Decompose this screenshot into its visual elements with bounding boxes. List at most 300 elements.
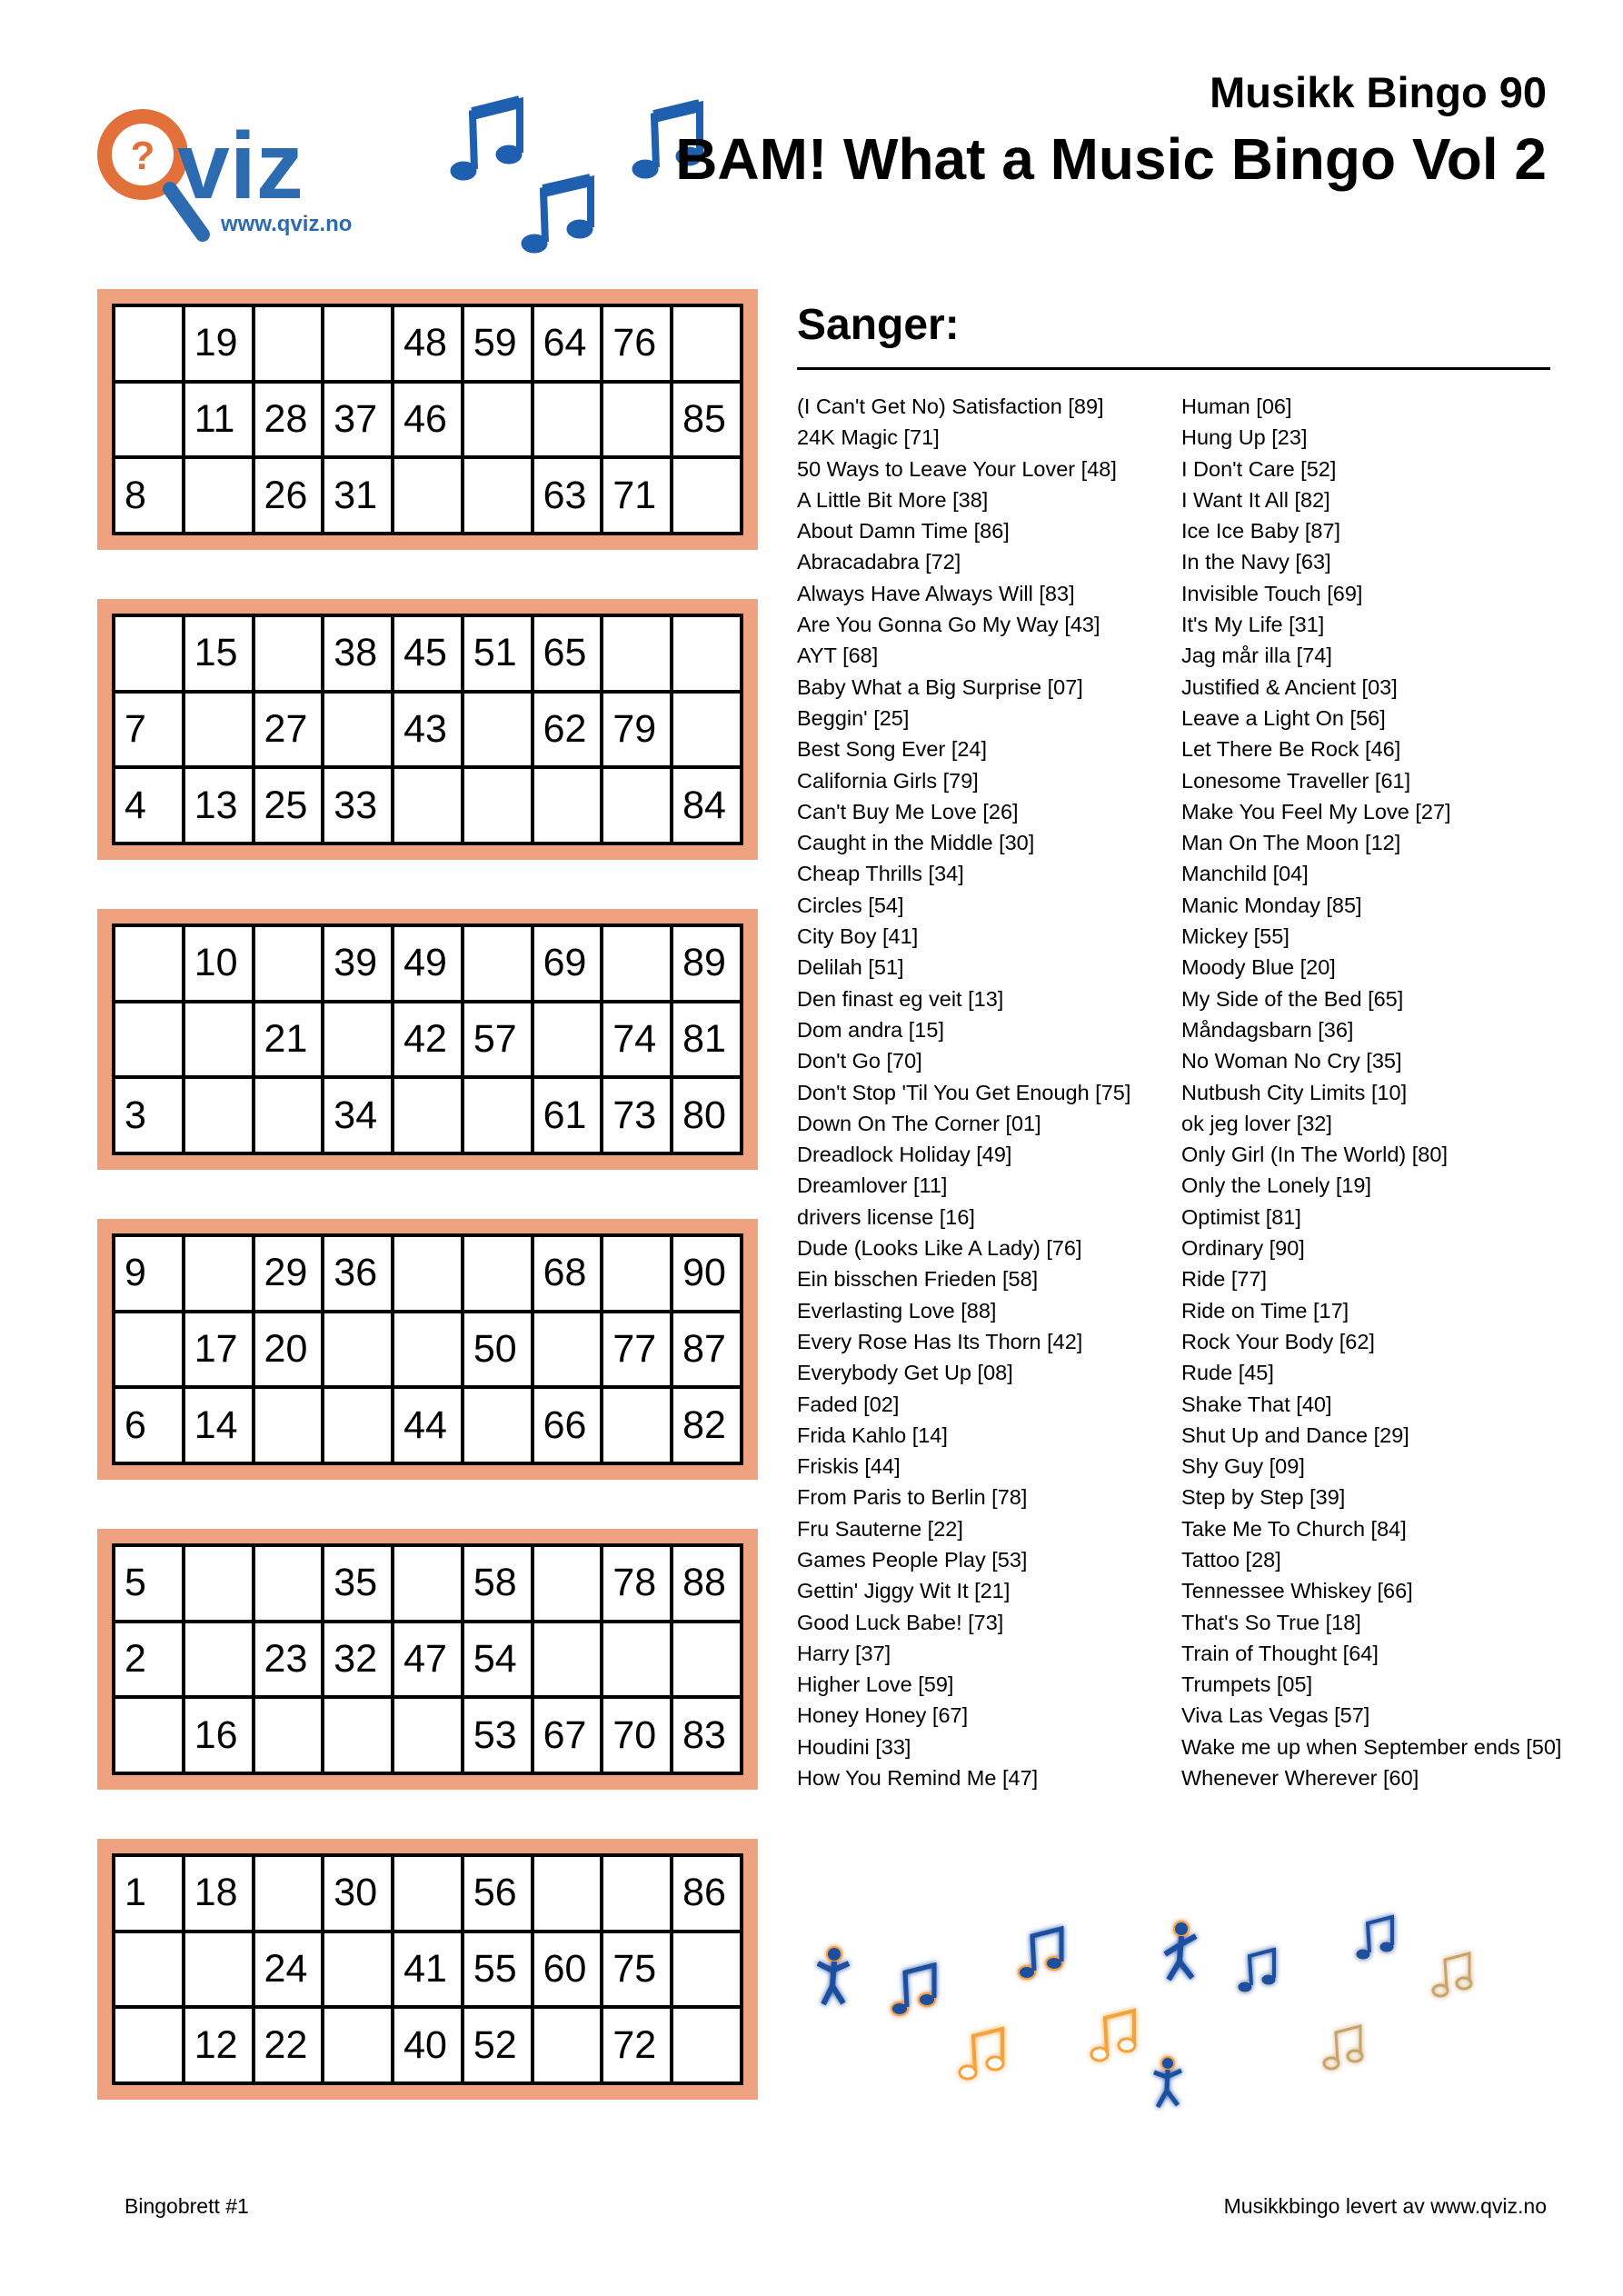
bingo-cell — [184, 1932, 254, 2008]
bingo-cell: 84 — [672, 767, 742, 844]
bingo-cell — [254, 1387, 324, 1463]
song-item: Higher Love [59] — [797, 1672, 954, 1697]
bingo-cell: 21 — [254, 1002, 324, 1078]
bingo-cell: 38 — [323, 615, 393, 692]
board-number: Bingobrett #1 — [124, 2194, 249, 2218]
song-item: Baby What a Big Surprise [07] — [797, 674, 1083, 699]
song-item: Best Song Ever [24] — [797, 737, 988, 762]
bingo-cell — [533, 2007, 602, 2083]
bingo-board — [97, 289, 758, 550]
music-note-icon — [1356, 1917, 1394, 1960]
bingo-cell: 14 — [184, 1387, 254, 1463]
song-item: Friskis [44] — [797, 1454, 901, 1479]
bingo-cell: 50 — [463, 1312, 533, 1388]
bingo-cell: 61 — [533, 1077, 602, 1153]
bingo-cell — [323, 1697, 393, 1773]
bingo-cell — [533, 1545, 602, 1622]
song-item: Beggin' [25] — [797, 705, 910, 730]
bingo-cell: 17 — [184, 1312, 254, 1388]
bingo-cell: 22 — [254, 2007, 324, 2083]
dancer-icon — [1154, 2057, 1181, 2107]
bingo-cell: 12 — [184, 2007, 254, 2083]
bingo-cell: 13 — [184, 767, 254, 844]
bingo-cell — [672, 692, 742, 768]
song-item: My Side of the Bed [65] — [1181, 986, 1404, 1011]
bingo-cell: 28 — [254, 382, 324, 458]
song-item: Always Have Always Will [83] — [797, 581, 1075, 605]
bingo-cell: 51 — [463, 615, 533, 692]
bingo-row — [114, 1932, 742, 2008]
bingo-cell: 40 — [393, 2007, 463, 2083]
bingo-cell: 58 — [463, 1545, 533, 1622]
bingo-cell: 23 — [254, 1622, 324, 1698]
song-item: Dreamlover [11] — [797, 1173, 948, 1198]
song-item: Dude (Looks Like A Lady) [76] — [797, 1236, 1082, 1261]
bingo-cell: 85 — [672, 382, 742, 458]
song-item: In the Navy [63] — [1181, 550, 1331, 574]
dancing-notes-decoration — [800, 1900, 1527, 2127]
bingo-row — [114, 305, 742, 382]
bingo-cell — [114, 1932, 184, 2008]
song-item: Are You Gonna Go My Way [43] — [797, 613, 1100, 637]
song-item: Make You Feel My Love [27] — [1181, 799, 1451, 824]
bingo-cell: 87 — [672, 1312, 742, 1388]
bingo-cell: 52 — [463, 2007, 533, 2083]
song-item: Ice Ice Baby [87] — [1181, 519, 1341, 544]
svg-text:?: ? — [130, 134, 155, 178]
bingo-row — [114, 382, 742, 458]
bingo-cell: 83 — [672, 1697, 742, 1773]
bingo-cell — [533, 1312, 602, 1388]
song-item: Optimist [81] — [1181, 1204, 1301, 1229]
bingo-cell: 10 — [184, 925, 254, 1002]
song-item: Honey Honey [67] — [797, 1703, 969, 1728]
song-item: Justified & Ancient [03] — [1181, 674, 1398, 699]
song-list-column-2 — [1181, 391, 1561, 1793]
qviz-logo — [86, 98, 377, 253]
bingo-cell: 31 — [323, 457, 393, 534]
song-item: Whenever Wherever [60] — [1181, 1766, 1419, 1791]
song-item: Step by Step [39] — [1181, 1485, 1346, 1510]
bingo-cell: 48 — [393, 305, 463, 382]
song-item: City Boy [41] — [797, 924, 919, 949]
song-item: A Little Bit More [38] — [797, 487, 989, 512]
bingo-cell — [463, 767, 533, 844]
bingo-cell — [602, 382, 672, 458]
bingo-cell: 35 — [323, 1545, 393, 1622]
bingo-cell: 62 — [533, 692, 602, 768]
bingo-cell — [323, 1002, 393, 1078]
bingo-cell: 24 — [254, 1932, 324, 2008]
bingo-cell: 39 — [323, 925, 393, 1002]
song-item: Rock Your Body [62] — [1181, 1329, 1375, 1353]
song-item: Ein bisschen Frieden [58] — [797, 1267, 1039, 1292]
bingo-row — [114, 1387, 742, 1463]
bingo-row — [114, 1622, 742, 1698]
song-item: How You Remind Me [47] — [797, 1766, 1039, 1791]
song-item: drivers license [16] — [797, 1204, 975, 1229]
bingo-cell — [184, 1235, 254, 1312]
song-item: Shy Guy [09] — [1181, 1454, 1305, 1479]
song-item: Down On The Corner [01] — [797, 1111, 1041, 1135]
bingo-title: BAM! What a Music Bingo Vol 2 — [675, 126, 1547, 192]
bingo-cell: 47 — [393, 1622, 463, 1698]
bingo-subtitle: Musikk Bingo 90 — [1210, 68, 1547, 116]
bingo-cell — [323, 2007, 393, 2083]
song-item: Take Me To Church [84] — [1181, 1516, 1407, 1541]
bingo-cell — [672, 305, 742, 382]
bingo-grid — [112, 1233, 743, 1465]
logo-text: viz — [177, 114, 304, 219]
bingo-cell: 71 — [602, 457, 672, 534]
song-item: Delilah [51] — [797, 955, 904, 980]
bingo-cell: 20 — [254, 1312, 324, 1388]
bingo-cell — [393, 1312, 463, 1388]
bingo-cell — [323, 1312, 393, 1388]
bingo-cell: 11 — [184, 382, 254, 458]
song-item: Frida Kahlo [14] — [797, 1423, 948, 1447]
bingo-cell — [254, 1077, 324, 1153]
music-note-icon — [1433, 1953, 1471, 1996]
bingo-row — [114, 457, 742, 534]
bingo-row — [114, 1697, 742, 1773]
bingo-cell: 57 — [463, 1002, 533, 1078]
bingo-cell — [393, 1855, 463, 1932]
bingo-cell: 60 — [533, 1932, 602, 2008]
song-item: Wake me up when September ends [50] — [1181, 1734, 1562, 1759]
song-item: Tennessee Whiskey [66] — [1181, 1579, 1413, 1603]
bingo-cell — [184, 1622, 254, 1698]
bingo-cell: 33 — [323, 767, 393, 844]
bingo-cell — [463, 1235, 533, 1312]
footer-credit: Musikkbingo levert av www.qviz.no — [1223, 2194, 1547, 2218]
song-item: Gettin' Jiggy Wit It [21] — [797, 1579, 1011, 1603]
music-note-icon — [1091, 2011, 1135, 2061]
song-item: Moody Blue [20] — [1181, 955, 1336, 980]
bingo-cell — [114, 1697, 184, 1773]
bingo-cell: 49 — [393, 925, 463, 1002]
song-item: Ride [77] — [1181, 1267, 1268, 1292]
bingo-cell — [254, 1855, 324, 1932]
bingo-cell: 9 — [114, 1235, 184, 1312]
song-item: Fru Sauterne [22] — [797, 1516, 963, 1541]
song-item: Cheap Thrills [34] — [797, 862, 964, 886]
music-note-icon — [1238, 1950, 1276, 1992]
logo-url: www.qviz.no — [221, 212, 353, 236]
bingo-cell — [533, 1622, 602, 1698]
song-item: Everybody Get Up [08] — [797, 1361, 1013, 1385]
song-item: Invisible Touch [69] — [1181, 581, 1363, 605]
bingo-cell: 4 — [114, 767, 184, 844]
bingo-cell — [672, 1932, 742, 2008]
song-item: Nutbush City Limits [10] — [1181, 1080, 1408, 1104]
song-item: California Girls [79] — [797, 768, 979, 793]
bingo-cell — [672, 1622, 742, 1698]
bingo-grid — [112, 304, 743, 535]
bingo-cell — [114, 2007, 184, 2083]
bingo-row — [114, 2007, 742, 2083]
song-item: Can't Buy Me Love [26] — [797, 799, 1019, 824]
bingo-cell: 46 — [393, 382, 463, 458]
bingo-cell: 37 — [323, 382, 393, 458]
bingo-cell — [602, 925, 672, 1002]
song-item: Lonesome Traveller [61] — [1181, 768, 1411, 793]
bingo-cell: 44 — [393, 1387, 463, 1463]
bingo-cell — [533, 1855, 602, 1932]
bingo-cell — [114, 615, 184, 692]
song-item: Man On The Moon [12] — [1181, 831, 1401, 855]
bingo-cell — [323, 1387, 393, 1463]
bingo-cell — [672, 457, 742, 534]
bingo-cell — [533, 767, 602, 844]
dancer-icon — [1165, 1922, 1196, 1980]
bingo-cell — [463, 457, 533, 534]
bingo-cell: 82 — [672, 1387, 742, 1463]
bingo-cell: 25 — [254, 767, 324, 844]
bingo-cell: 55 — [463, 1932, 533, 2008]
song-item: Mickey [55] — [1181, 924, 1289, 949]
song-item: From Paris to Berlin [78] — [797, 1485, 1028, 1510]
bingo-cell — [184, 1077, 254, 1153]
music-note-icon — [891, 1965, 935, 2015]
bingo-cell: 65 — [533, 615, 602, 692]
bingo-cell — [533, 1002, 602, 1078]
bingo-cell — [184, 1002, 254, 1078]
bingo-grid — [112, 1853, 743, 2085]
song-item: Let There Be Rock [46] — [1181, 737, 1401, 762]
bingo-cell — [114, 1002, 184, 1078]
bingo-row — [114, 1002, 742, 1078]
song-item: Don't Go [70] — [797, 1049, 922, 1073]
bingo-cell: 78 — [602, 1545, 672, 1622]
bingo-board — [97, 1529, 758, 1790]
bingo-cell: 7 — [114, 692, 184, 768]
bingo-cell — [602, 1622, 672, 1698]
song-item: I Want It All [82] — [1181, 487, 1330, 512]
bingo-cell — [184, 457, 254, 534]
song-item: It's My Life [31] — [1181, 613, 1325, 637]
bingo-cell: 88 — [672, 1545, 742, 1622]
bingo-grid — [112, 923, 743, 1155]
bingo-grid — [112, 614, 743, 845]
bingo-cell: 6 — [114, 1387, 184, 1463]
song-item: Dom andra [15] — [797, 1017, 944, 1042]
bingo-cell: 79 — [602, 692, 672, 768]
bingo-board — [97, 599, 758, 860]
bingo-cell: 89 — [672, 925, 742, 1002]
bingo-cell — [323, 692, 393, 768]
bingo-cell: 68 — [533, 1235, 602, 1312]
song-item: Leave a Light On [56] — [1181, 705, 1386, 730]
bingo-cell — [463, 382, 533, 458]
song-item: Don't Stop 'Til You Get Enough [75] — [797, 1080, 1131, 1104]
bingo-cell: 54 — [463, 1622, 533, 1698]
bingo-cell: 42 — [393, 1002, 463, 1078]
bingo-cell: 5 — [114, 1545, 184, 1622]
song-item: Rude [45] — [1181, 1361, 1274, 1385]
bingo-board — [97, 909, 758, 1170]
song-item: (I Can't Get No) Satisfaction [89] — [797, 394, 1104, 418]
song-item: 24K Magic [71] — [797, 425, 940, 450]
bingo-cell — [463, 692, 533, 768]
bingo-cell: 43 — [393, 692, 463, 768]
divider — [797, 367, 1550, 370]
song-item: Ordinary [90] — [1181, 1236, 1305, 1261]
bingo-cell: 18 — [184, 1855, 254, 1932]
bingo-cell: 75 — [602, 1932, 672, 2008]
song-item: No Woman No Cry [35] — [1181, 1049, 1402, 1073]
bingo-cell — [254, 305, 324, 382]
bingo-row — [114, 1312, 742, 1388]
bingo-row — [114, 1545, 742, 1622]
song-item: Circles [54] — [797, 893, 904, 917]
bingo-row — [114, 767, 742, 844]
bingo-cell: 66 — [533, 1387, 602, 1463]
bingo-cell — [393, 1077, 463, 1153]
bingo-row — [114, 1855, 742, 1932]
bingo-row — [114, 1077, 742, 1153]
bingo-cell — [463, 1077, 533, 1153]
song-item: AYT [68] — [797, 644, 879, 668]
bingo-cell — [393, 1697, 463, 1773]
bingo-cell: 56 — [463, 1855, 533, 1932]
bingo-cell: 19 — [184, 305, 254, 382]
bingo-cell: 41 — [393, 1932, 463, 2008]
bingo-cell — [323, 1932, 393, 2008]
bingo-cell — [184, 1545, 254, 1622]
bingo-cell: 32 — [323, 1622, 393, 1698]
bingo-cell: 45 — [393, 615, 463, 692]
bingo-cell — [114, 925, 184, 1002]
bingo-row — [114, 615, 742, 692]
bingo-grid — [112, 1543, 743, 1775]
bingo-cell: 74 — [602, 1002, 672, 1078]
bingo-row — [114, 1235, 742, 1312]
bingo-cell — [533, 382, 602, 458]
bingo-cell — [254, 1545, 324, 1622]
dancer-icon — [818, 1947, 849, 2004]
bingo-cell — [393, 1545, 463, 1622]
bingo-cell — [114, 382, 184, 458]
bingo-cell: 29 — [254, 1235, 324, 1312]
song-item: Shut Up and Dance [29] — [1181, 1423, 1409, 1447]
bingo-cell: 3 — [114, 1077, 184, 1153]
bingo-cell: 72 — [602, 2007, 672, 2083]
bingo-cell — [602, 1387, 672, 1463]
bingo-cell — [184, 692, 254, 768]
songs-heading: Sanger: — [797, 301, 960, 349]
song-item: Manic Monday [85] — [1181, 893, 1362, 917]
bingo-cell — [254, 615, 324, 692]
bingo-cell: 81 — [672, 1002, 742, 1078]
song-item: Good Luck Babe! [73] — [797, 1610, 1004, 1634]
song-item: I Don't Care [52] — [1181, 456, 1337, 481]
song-item: Caught in the Middle [30] — [797, 831, 1035, 855]
bingo-cell: 34 — [323, 1077, 393, 1153]
bingo-cell — [114, 305, 184, 382]
song-item: Every Rose Has Its Thorn [42] — [797, 1329, 1083, 1353]
bingo-cell — [254, 925, 324, 1002]
song-item: Faded [02] — [797, 1392, 900, 1416]
bingo-board — [97, 1839, 758, 2100]
bingo-cell: 8 — [114, 457, 184, 534]
song-item: Train of Thought [64] — [1181, 1641, 1379, 1665]
song-item: Den finast eg veit [13] — [797, 986, 1004, 1011]
bingo-cell — [463, 925, 533, 1002]
song-item: Houdini [33] — [797, 1734, 911, 1759]
song-item: Games People Play [53] — [797, 1547, 1028, 1572]
song-item: Only Girl (In The World) [80] — [1181, 1143, 1448, 1167]
song-item: ok jeg lover [32] — [1181, 1111, 1332, 1135]
song-item: Manchild [04] — [1181, 862, 1309, 886]
bingo-cell: 1 — [114, 1855, 184, 1932]
bingo-cell — [672, 2007, 742, 2083]
music-note-icon — [1019, 1929, 1062, 1979]
bingo-cell: 80 — [672, 1077, 742, 1153]
bingo-cell — [463, 1387, 533, 1463]
bingo-cell — [602, 615, 672, 692]
bingo-cell: 77 — [602, 1312, 672, 1388]
bingo-cell: 76 — [602, 305, 672, 382]
bingo-cell: 59 — [463, 305, 533, 382]
bingo-cell: 90 — [672, 1235, 742, 1312]
bingo-cell: 63 — [533, 457, 602, 534]
bingo-cell — [672, 615, 742, 692]
bingo-cell — [393, 1235, 463, 1312]
bingo-cell: 53 — [463, 1697, 533, 1773]
bingo-cell: 15 — [184, 615, 254, 692]
song-item: Harry [37] — [797, 1641, 891, 1665]
song-item: Ride on Time [17] — [1181, 1298, 1349, 1323]
bingo-board — [97, 1219, 758, 1480]
song-item: 50 Ways to Leave Your Lover [48] — [797, 456, 1117, 481]
bingo-cell: 70 — [602, 1697, 672, 1773]
song-item: Hung Up [23] — [1181, 425, 1308, 450]
bingo-cell — [602, 767, 672, 844]
bingo-cell — [393, 767, 463, 844]
bingo-cell — [114, 1312, 184, 1388]
song-item: Tattoo [28] — [1181, 1547, 1281, 1572]
bingo-cell: 26 — [254, 457, 324, 534]
bingo-cell: 86 — [672, 1855, 742, 1932]
song-item: Everlasting Love [88] — [797, 1298, 997, 1323]
bingo-cell — [254, 1697, 324, 1773]
song-item: Shake That [40] — [1181, 1392, 1332, 1416]
bingo-row — [114, 692, 742, 768]
song-item: Only the Lonely [19] — [1181, 1173, 1372, 1198]
song-item: Human [06] — [1181, 394, 1292, 418]
song-item: Måndagsbarn [36] — [1181, 1017, 1354, 1042]
song-item: Abracadabra [72] — [797, 550, 961, 574]
bingo-cell: 30 — [323, 1855, 393, 1932]
song-item: Trumpets [05] — [1181, 1672, 1313, 1697]
music-note-icon — [960, 2029, 1003, 2079]
song-item: Jag mår illa [74] — [1181, 644, 1332, 668]
bingo-cell: 2 — [114, 1622, 184, 1698]
bingo-cell: 16 — [184, 1697, 254, 1773]
song-list-column-1 — [797, 391, 1130, 1793]
bingo-row — [114, 925, 742, 1002]
song-item: About Damn Time [86] — [797, 519, 1010, 544]
bingo-cell — [323, 305, 393, 382]
song-item: That's So True [18] — [1181, 1610, 1361, 1634]
bingo-cell: 69 — [533, 925, 602, 1002]
bingo-cell — [602, 1235, 672, 1312]
bingo-cell: 67 — [533, 1697, 602, 1773]
bingo-cell: 73 — [602, 1077, 672, 1153]
music-note-icon — [1324, 2026, 1362, 2069]
bingo-cell: 64 — [533, 305, 602, 382]
